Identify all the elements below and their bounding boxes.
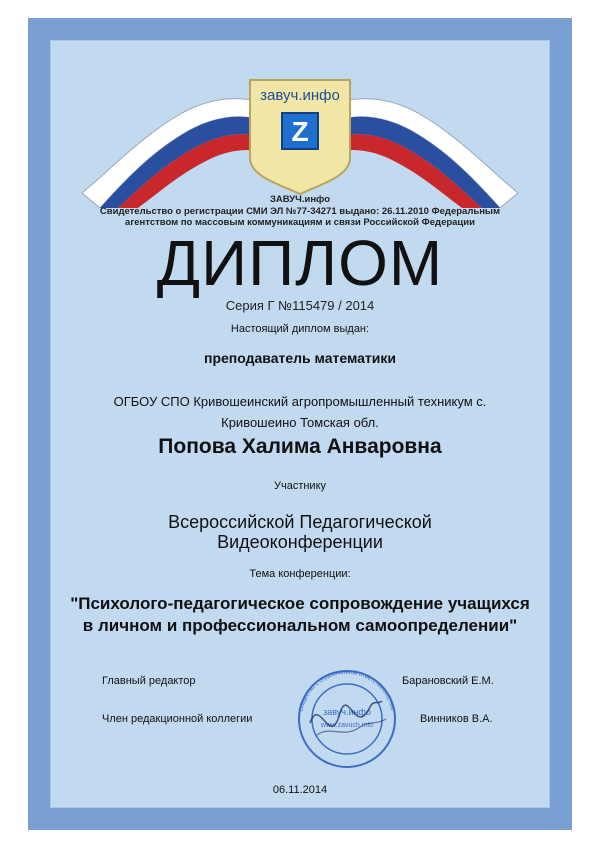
chief-editor-label: Главный редактор: [102, 675, 196, 687]
role-label: Участнику: [273, 480, 327, 492]
diploma-title: ДИПЛОМ: [156, 227, 444, 299]
chief-editor-name: Барановский Е.М.: [402, 675, 494, 687]
theme-line-1: "Психолого-педагогическое сопровождение учащихся: [70, 594, 530, 613]
series-number: Серия Г №115479 / 2014: [225, 298, 375, 313]
board-member-label: Член редакционной коллегии: [102, 713, 253, 725]
official-stamp: [282, 665, 412, 773]
stamp-site-text: www.zavuch.info: [320, 722, 374, 729]
board-member-name: Винников В.А.: [420, 713, 493, 725]
registration-text: Свидетельство о регистрации СМИ ЭЛ №77-34271 выдано: 26.11.2010 Федеральным агентством по массовым коммуникациям и связи Российской Федерации: [99, 206, 501, 228]
organization-line-1: ОГБОУ СПО Кривошеинский агропромышленный техникум с.: [113, 394, 487, 409]
stamp-logo-text: завуч.инфо: [323, 707, 371, 717]
recipient-name: Попова Халима Анваровна: [158, 435, 442, 458]
site-name: ЗАВУЧ.инфо: [269, 194, 331, 205]
stamp-arc-text: Общество с ограниченной ответственностью: [298, 669, 396, 713]
logo-letter: Z: [291, 116, 309, 147]
recipient-position: преподаватель математики: [204, 350, 396, 366]
event-line-1: Всероссийской Педагогической: [168, 512, 432, 532]
event-line-2: Видеоконференции: [217, 532, 383, 552]
issued-label: Настоящий диплом выдан:: [230, 323, 370, 335]
theme-label: Тема конференции:: [249, 568, 351, 580]
logo-text: завуч.инфо: [260, 87, 340, 104]
ribbon-emblem: [72, 58, 528, 208]
theme-line-2: в личном и профессиональном самоопределении": [82, 616, 518, 635]
issue-date: 06.11.2014: [272, 784, 328, 796]
organization-line-2: Кривошеино Томская обл.: [221, 415, 379, 430]
